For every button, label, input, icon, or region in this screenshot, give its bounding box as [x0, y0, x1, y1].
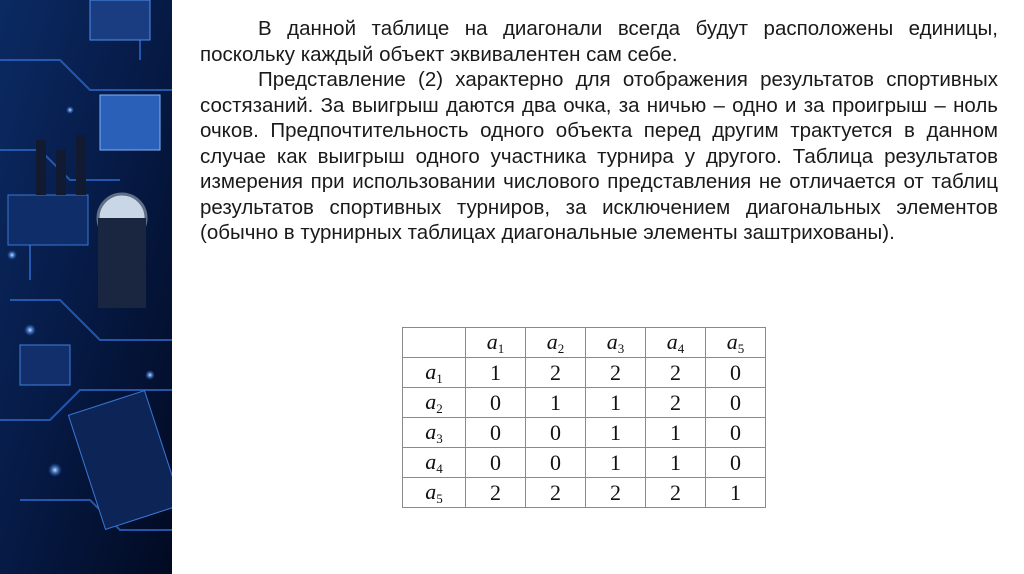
table-cell: 2	[526, 478, 586, 508]
table-cell: 1	[706, 478, 766, 508]
table-cell: 1	[646, 418, 706, 448]
table-cell: 2	[646, 388, 706, 418]
table-cell: 1	[586, 418, 646, 448]
table-cell: 0	[706, 388, 766, 418]
column-header: $a_3$	[586, 328, 646, 358]
row-header: $a_4$	[403, 448, 466, 478]
table-cell: 1	[586, 388, 646, 418]
table-cell: 1	[586, 448, 646, 478]
table-cell: 1	[646, 448, 706, 478]
table-cell: 2	[646, 358, 706, 388]
table-cell: 2	[586, 478, 646, 508]
table-cell: 1	[526, 388, 586, 418]
table-row	[403, 388, 766, 418]
column-header: $a_2$	[526, 328, 586, 358]
table-cell: 2	[646, 478, 706, 508]
table-row	[403, 448, 766, 478]
table-cell: 2	[586, 358, 646, 388]
table-cell: 1	[466, 358, 526, 388]
table-row	[403, 358, 766, 388]
circuit-board-image	[0, 0, 172, 574]
row-header: $a_1$	[403, 358, 466, 388]
table-header-row	[403, 328, 766, 358]
column-header: $a_4$	[646, 328, 706, 358]
table-cell: 0	[466, 418, 526, 448]
row-header: $a_2$	[403, 388, 466, 418]
results-matrix-table	[402, 327, 766, 508]
column-header: $a_5$	[706, 328, 766, 358]
corner-cell	[403, 328, 466, 358]
table-cell: 2	[466, 478, 526, 508]
table-cell: 0	[706, 448, 766, 478]
table-row	[403, 478, 766, 508]
row-header: $a_5$	[403, 478, 466, 508]
table-cell: 0	[526, 448, 586, 478]
table-cell: 0	[466, 448, 526, 478]
table-row	[403, 418, 766, 448]
table-cell: 0	[706, 358, 766, 388]
body-text	[200, 16, 998, 246]
paragraph-sports-representation: Представление (2) характерно для отображения результатов спортивных состязаний. За выигрыш даются два очка, за ничью – одно и за проигрыш – ноль очков. Предпочтительность одного объекта перед другим трактуется в данном случае как выигрыш одного участника турнира у другого. Таблица результатов измерения при использовании числового представления не отличается от таблиц результатов спортивных турниров, за исключением диагональных элементов (обычно в турнирных таблицах диагональные элементы заштрихованы).	[200, 68, 998, 244]
table-cell: 0	[526, 418, 586, 448]
row-header: $a_3$	[403, 418, 466, 448]
table-cell: 2	[526, 358, 586, 388]
column-header: $a_1$	[466, 328, 526, 358]
paragraph-diagonal: В данной таблице на диагонали всегда будут расположены единицы, поскольку каждый объект эквивалентен сам себе.	[200, 17, 998, 66]
table-cell: 0	[466, 388, 526, 418]
table-cell: 0	[706, 418, 766, 448]
